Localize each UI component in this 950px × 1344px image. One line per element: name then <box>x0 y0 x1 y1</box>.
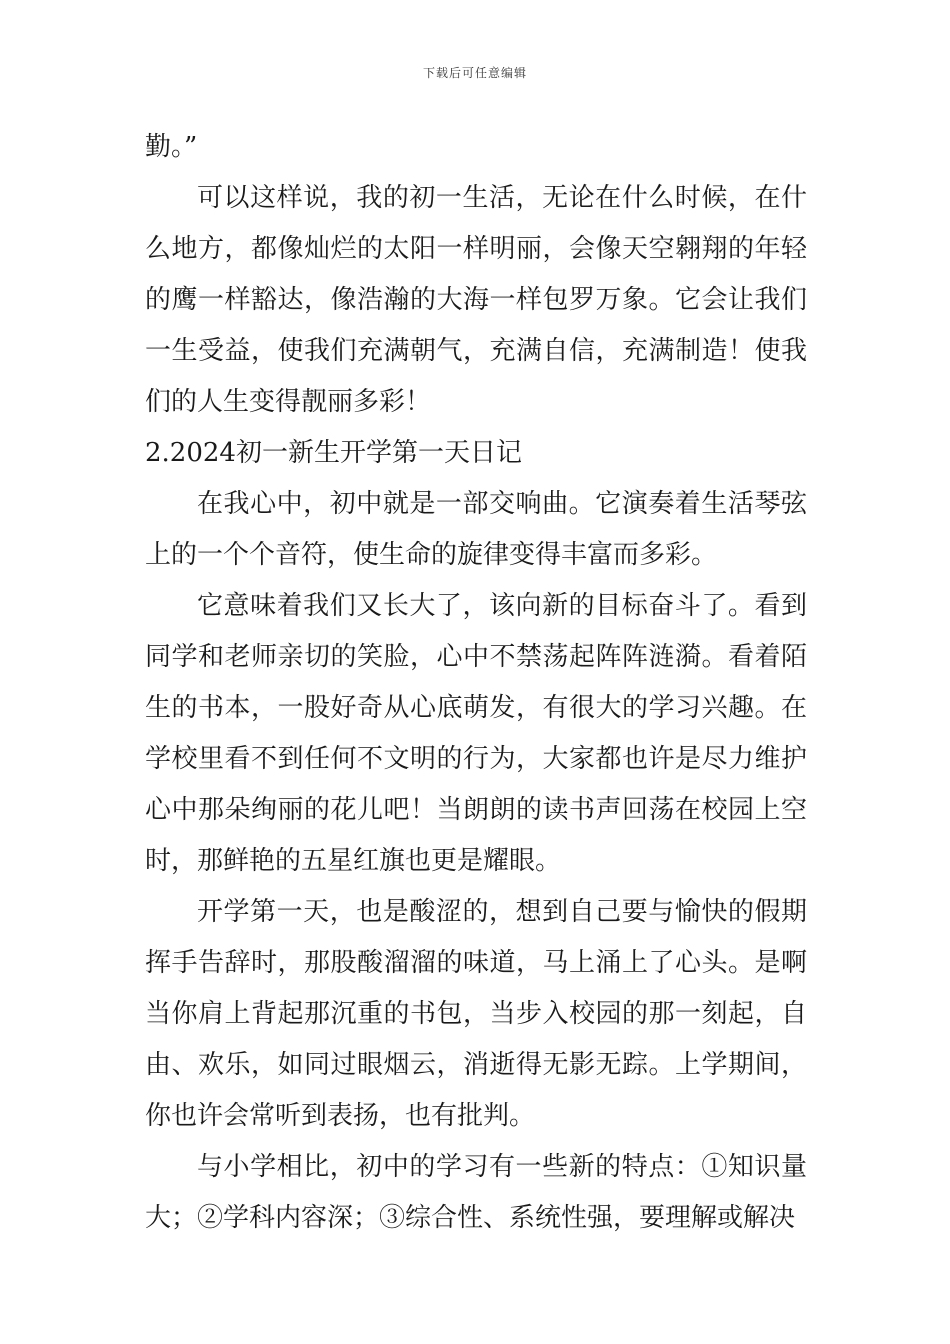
paragraph-6: 与小学相比，初中的学习有一些新的特点：①知识量大；②学科内容深；③综合性、系统性强，要理解或解决 <box>145 1152 807 1233</box>
paragraph-2: 可以这样说，我的初一生活，无论在什么时候，在什么地方，都像灿烂的太阳一样明丽，会像天空翱翔的年轻的鹰一样豁达，像浩瀚的大海一样包罗万象。它会让我们一生受益，使我们充满朝气，充满自信，充满制造！使我们的人生变得靓丽多彩！ <box>145 183 807 417</box>
paragraph-5: 开学第一天，也是酸涩的，想到自己要与愉快的假期挥手告辞时，那股酸溜溜的味道，马上涌上了心头。是啊当你肩上背起那沉重的书包，当步入校园的那一刻起，自由、欢乐，如同过眼烟云，消逝得无影无踪。上学期间，你也许会常听到表扬，也有批判。 <box>145 897 807 1131</box>
document-body <box>145 122 807 1244</box>
page-header: 下载后可任意编辑 <box>422 66 527 80</box>
paragraph-3: 在我心中，初中就是一部交响曲。它演奏着生活琴弦上的一个个音符，使生命的旋律变得丰富而多彩。 <box>145 489 807 570</box>
section-heading: 2.2024初一新生开学第一天日记 <box>145 438 522 468</box>
paragraph-1: 勤。” <box>145 132 198 162</box>
paragraph-4: 它意味着我们又长大了，该向新的目标奋斗了。看到同学和老师亲切的笑脸，心中不禁荡起阵阵涟漪。看着陌生的书本，一股好奇从心底萌发，有很大的学习兴趣。在学校里看不到任何不文明的行为，大家都也许是尽力维护心中那朵绚丽的花儿吧！当朗朗的读书声回荡在校园上空时，那鲜艳的五星红旗也更是耀眼。 <box>145 591 807 876</box>
